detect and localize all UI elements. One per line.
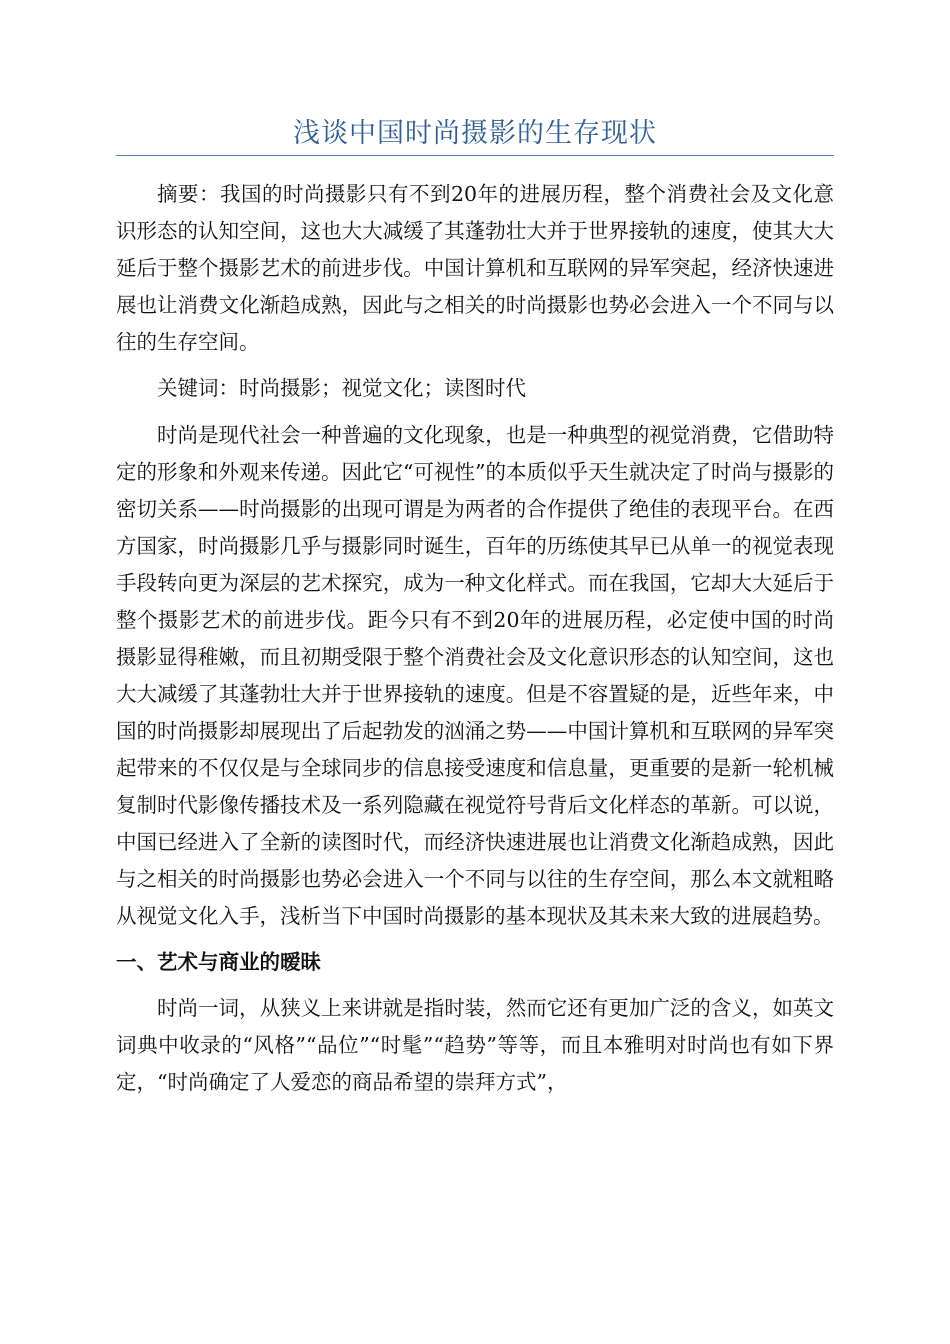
- keywords-paragraph: 关键词：时尚摄影；视觉文化；读图时代: [157, 376, 526, 400]
- abstract-paragraph: 摘要：我国的时尚摄影只有不到20年的进展历程，整个消费社会及文化意识形态的认知空间，这也大大减缓了其蓬勃壮大并于世界接轨的速度，使其大大延后于整个摄影艺术的前进步伐。中国计算机和互联网的异军突起，经济快速进展也让消费文化渐趋成熟，因此与之相关的时尚摄影也势必会进入一个不同与以往的生存空间。: [116, 182, 834, 354]
- document-page: [116, 0, 834, 1101]
- section-heading: 一、艺术与商业的暧昧: [116, 950, 321, 974]
- section-paragraph: 时尚一词，从狭义上来讲就是指时装，然而它还有更加广泛的含义，如英文词典中收录的“风格”“品位”“时髦”“趋势”等等，而且本雅明对时尚也有如下界定，“时尚确定了人爱恋的商品希望的崇拜方式”，: [116, 996, 834, 1094]
- intro-paragraph: 时尚是现代社会一种普遍的文化现象，也是一种典型的视觉消费，它借助特定的形象和外观来传递。因此它“可视性”的本质似乎天生就决定了时尚与摄影的密切关系——时尚摄影的出现可谓是为两者的合作提供了绝佳的表现平台。在西方国家，时尚摄影几乎与摄影同时诞生，百年的历练使其早已从单一的视觉表现手段转向更为深层的艺术探究，成为一种文化样式。而在我国，它却大大延后于整个摄影艺术的前进步伐。距今只有不到20年的进展历程，必定使中国的时尚摄影显得稚嫩，而且初期受限于整个消费社会及文化意识形态的认知空间，这也大大减缓了其蓬勃壮大并于世界接轨的速度。但是不容置疑的是，近些年来，中国的时尚摄影却展现出了后起勃发的汹涌之势——中国计算机和互联网的异军突起带来的不仅仅是与全球同步的信息接受速度和信息量，更重要的是新一轮机械复制时代影像传播技术及一系列隐藏在视觉符号背后文化样态的革新。可以说，中国已经进入了全新的读图时代，而经济快速进展也让消费文化渐趋成熟，因此与之相关的时尚摄影也势必会进入一个不同与以往的生存空间，那么本文就粗略从视觉文化入手，浅析当下中国时尚摄影的基本现状及其未来大致的进展趋势。: [116, 423, 834, 928]
- document-title: 浅谈中国时尚摄影的生存现状: [293, 118, 657, 149]
- title-underline: [116, 155, 834, 156]
